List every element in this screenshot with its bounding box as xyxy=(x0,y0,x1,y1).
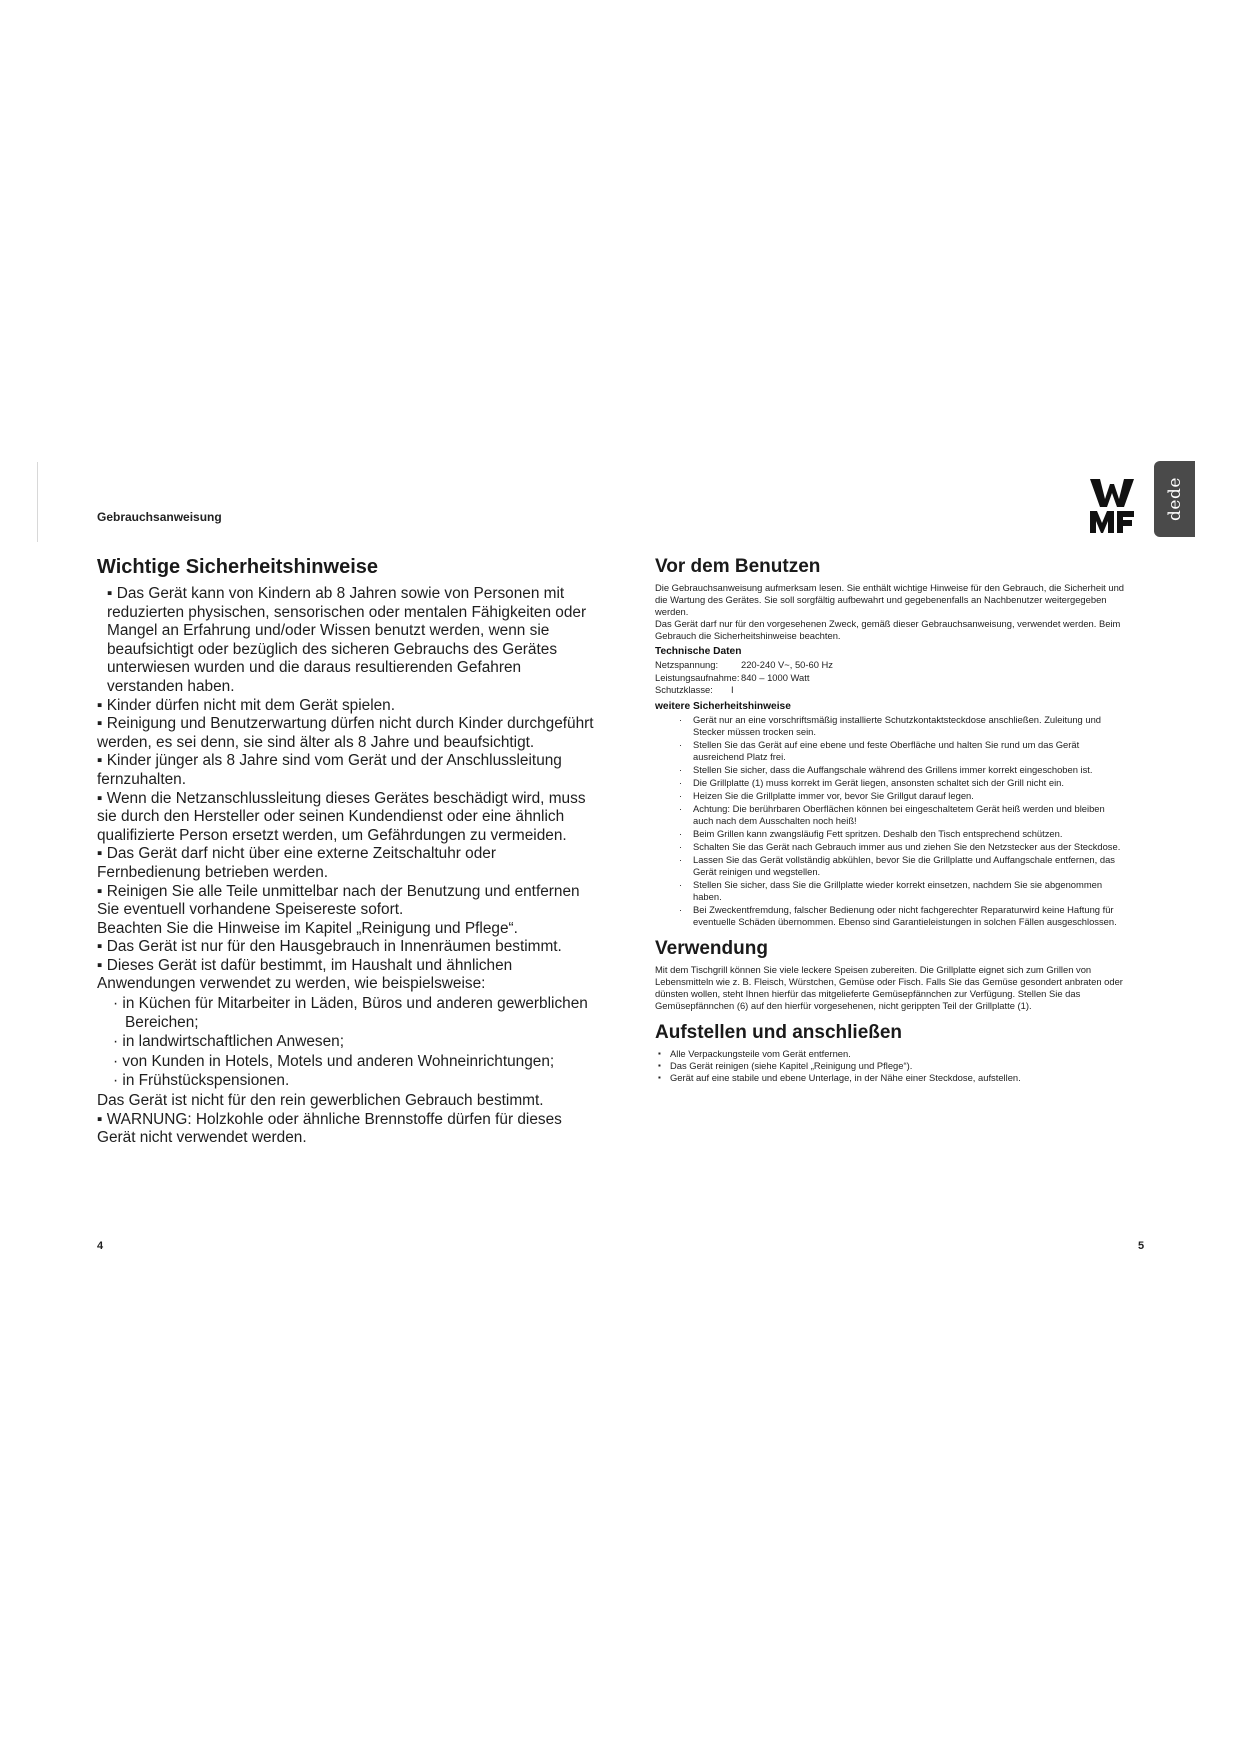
list-item xyxy=(655,764,1125,776)
bullet-dot: · xyxy=(679,853,683,865)
safety-heading: Wichtige Sicherheitshinweise xyxy=(97,556,379,578)
bullet-square: ▪ xyxy=(658,1060,661,1070)
warning-paragraph: ▪ WARNUNG: Holzkohle oder ähnliche Brennstoffe dürfen für dieses Gerät nicht verwendet werden. xyxy=(97,1110,562,1147)
safety-paragraph: Anwendungen verwendet zu werden, wie beispielsweise: xyxy=(97,975,486,993)
document-header-label: Gebrauchsanweisung xyxy=(97,510,222,524)
page-number-left: 4 xyxy=(97,1240,104,1252)
safety-paragraph: Beachten Sie die Hinweise im Kapitel „Reinigung und Pflege“. xyxy=(97,919,518,937)
usage-paragraph: Mit dem Tischgrill können Sie viele leckere Speisen zubereiten. Die Grillplatte eignet sich zum Grillen von Lebensmitteln wie z. B. Fleisch, Würstchen, Gemüse oder Fisch. Falls Sie das Gemüse gesondert anbraten oder dünsten wollen, steht Ihnen hierfür das mitgelieferte Gemüsepfännchen zur Verfügung. Stellen Sie das Gemüsepfännchen (6) auf den hierfür vorgesehenen, nicht gerippten Teil der Grillplatte (1). xyxy=(655,963,1123,1011)
language-tab-label: dede xyxy=(1164,477,1185,521)
further-safety-heading: weitere Sicherheitshinweise xyxy=(655,700,791,712)
list-item-text: Heizen Sie die Grillplatte immer vor, bevor Sie Grillgut darauf legen. xyxy=(693,789,974,801)
bullet-square: ▪ xyxy=(658,1072,661,1082)
list-item xyxy=(655,854,1125,878)
safety-paragraph: ▪ Kinder jünger als 8 Jahre sind vom Gerät und der Anschlussleitung fernzuhalten. xyxy=(97,752,562,788)
safety-paragraph: ▪ Das Gerät kann von Kindern ab 8 Jahren sowie von Personen mit reduzierten physischen, sensorischen oder mentalen Fähigkeiten oder Mangel an Erfahrung und/oder Wissen benutzt werden, wenn sie beaufsichtigt oder bezüglich des sicheren Gebrauchs des Gerätes unterwiesen wurden und die daraus resultierenden Gefahren verstanden haben. xyxy=(107,585,587,695)
bullet-dot: · xyxy=(679,802,683,814)
usage-sub-item: · in Küchen für Mitarbeiter in Läden, Büros und anderen gewerblichen Bereichen; xyxy=(113,995,588,1031)
list-item-text: Achtung: Die berührbaren Oberflächen können bei eingeschaltetem Gerät heiß werden und bleiben auch nach dem Ausschalten noch heiß! xyxy=(693,802,1105,826)
wmf-logo xyxy=(1088,475,1136,535)
safety-paragraph: ▪ Das Gerät darf nicht über eine externe Zeitschaltuhr oder Fernbedienung betrieben werden. xyxy=(97,845,496,881)
bullet-dot: · xyxy=(679,840,683,852)
list-item xyxy=(655,841,1125,853)
spec-key: Netzspannung: xyxy=(655,659,719,670)
list-item-text: Schalten Sie das Gerät nach Gebrauch immer aus und ziehen Sie den Netzstecker aus der Steckdose. xyxy=(693,840,1121,852)
spec-value: 220-240 V~, 50-60 Hz xyxy=(741,659,833,670)
bullet-dot: · xyxy=(679,827,683,839)
bullet-dot: · xyxy=(679,903,683,915)
spec-key: Leistungsaufnahme: xyxy=(655,671,740,683)
usage-sub-item: · von Kunden in Hotels, Motels und anderen Wohneinrichtungen; xyxy=(113,1052,555,1070)
list-item-text: Die Grillplatte (1) muss korrekt im Gerät liegen, ansonsten schaltet sich der Grill nicht ein. xyxy=(693,776,1064,788)
safety-paragraph: ▪ Reinigung und Benutzerwartung dürfen nicht durch Kinder durchgeführt werden, es sei denn, sie sind älter als 8 Jahre und beaufsichtigt. xyxy=(97,715,594,751)
list-item xyxy=(655,777,1125,789)
list-item xyxy=(655,828,1125,840)
list-item-text: Gerät auf eine stabile und ebene Unterlage, in der Nähe einer Steckdose, aufstellen. xyxy=(670,1071,1021,1083)
list-item xyxy=(655,904,1125,928)
bullet-square: ▪ xyxy=(658,1048,661,1058)
spec-row xyxy=(655,672,1125,685)
list-item-text: Bei Zweckentfremdung, falscher Bedienung oder nicht fachgerechter Reparaturwird keine Haftung für eventuelle Schäden übernommen. Ebenso sind Garantieleistungen in solchen Fällen ausgeschlossen. xyxy=(693,903,1117,927)
list-item-text: Alle Verpackungsteile vom Gerät entfernen. xyxy=(670,1047,851,1059)
bullet-dot: · xyxy=(679,776,683,788)
spec-value: I xyxy=(731,684,734,695)
safety-paragraph: ▪ Das Gerät ist nur für den Hausgebrauch in Innenräumen bestimmt. xyxy=(97,938,562,956)
bullet-dot: · xyxy=(679,763,683,775)
safety-section xyxy=(97,556,597,1148)
list-item-text: Das Gerät reinigen (siehe Kapitel „Reinigung und Pflege“). xyxy=(670,1059,913,1071)
safety-paragraph: ▪ Dieses Gerät ist dafür bestimmt, im Haushalt und ähnlichen xyxy=(97,956,513,974)
list-item xyxy=(655,1048,1125,1060)
spec-row xyxy=(655,659,1125,672)
list-item-text: Beim Grillen kann zwangsläufig Fett spritzen. Deshalb den Tisch entsprechend schützen. xyxy=(693,827,1063,839)
list-item xyxy=(655,803,1125,827)
before-use-paragraph: Die Gebrauchsanweisung aufmerksam lesen. Sie enthält wichtige Hinweise für den Gebrauch, die Sicherheit und die Wartung des Gerätes. Sie soll sorgfältig aufbewahrt und gegebenenfalls an Nachbenutzer weitergegeben werden. xyxy=(655,582,1125,617)
list-item-text: Stellen Sie das Gerät auf eine ebene und feste Oberfläche und halten Sie rund um das Gerät ausreichend Platz frei. xyxy=(693,738,1080,762)
usage-sub-item: · in Frühstückspensionen. xyxy=(113,1072,290,1090)
wmf-logo-mark xyxy=(1088,475,1136,535)
language-tab[interactable] xyxy=(1154,461,1195,537)
list-item xyxy=(655,1060,1125,1072)
setup-heading: Aufstellen und anschließen xyxy=(655,1021,903,1043)
safety-paragraph: ▪ Reinigen Sie alle Teile unmittelbar nach der Benutzung und entfernen Sie eventuell vorhandene Speisereste sofort. xyxy=(97,882,580,919)
list-item xyxy=(655,739,1125,763)
list-item-text: Lassen Sie das Gerät vollständig abkühlen, bevor Sie die Grillplatte und Auffangschale entfernen, das Gerät reinigen und wegstellen. xyxy=(693,853,1115,877)
margin-rule xyxy=(37,462,38,542)
list-item xyxy=(655,790,1125,802)
further-safety-list xyxy=(655,714,1125,928)
page-number-right: 5 xyxy=(1138,1240,1145,1252)
spec-key: Schutzklasse: xyxy=(655,684,713,695)
before-use-heading: Vor dem Benutzen xyxy=(655,556,821,577)
list-item-text: Gerät nur an eine vorschriftsmäßig installierte Schutzkontaktsteckdose anschließen. Zuleitung und Stecker müssen trocken sein. xyxy=(693,713,1102,737)
before-use-paragraph: Das Gerät darf nur für den vorgesehenen Zweck, gemäß dieser Gebrauchsanweisung, verwendet werden. Beim Gebrauch die Sicherheitshinweise beachten. xyxy=(655,618,1121,641)
usage-heading: Verwendung xyxy=(655,937,768,959)
list-item-text: Stellen Sie sicher, dass Sie die Grillplatte wieder korrekt einsetzen, nachdem Sie sie abgenommen haben. xyxy=(693,878,1103,902)
setup-list xyxy=(655,1048,1125,1084)
usage-sub-item: · in landwirtschaftlichen Anwesen; xyxy=(113,1033,344,1051)
safety-paragraph: ▪ Wenn die Netzanschlussleitung dieses Gerätes beschädigt wird, muss sie durch den Hersteller oder seinen Kundendienst oder eine ähnlich qualifizierte Person ersetzt werden, um Gefährdungen zu vermeiden. xyxy=(97,789,586,844)
list-item xyxy=(655,1072,1125,1084)
bullet-dot: · xyxy=(679,713,683,725)
tech-data-heading: Technische Daten xyxy=(655,646,742,657)
list-item xyxy=(655,714,1125,738)
spec-value: 840 – 1000 Watt xyxy=(741,671,810,683)
safety-paragraph: ▪ Kinder dürfen nicht mit dem Gerät spielen. xyxy=(97,696,396,714)
list-item-text: Stellen Sie sicher, dass die Auffangschale während des Grillens immer korrekt eingeschoben ist. xyxy=(693,763,1093,775)
bullet-dot: · xyxy=(679,789,683,801)
right-column xyxy=(655,556,1125,1084)
list-item xyxy=(655,879,1125,903)
bullet-dot: · xyxy=(679,878,683,890)
bullet-dot: · xyxy=(679,738,683,750)
spec-row xyxy=(655,684,1125,697)
safety-paragraph: Das Gerät ist nicht für den rein gewerblichen Gebrauch bestimmt. xyxy=(97,1092,544,1110)
